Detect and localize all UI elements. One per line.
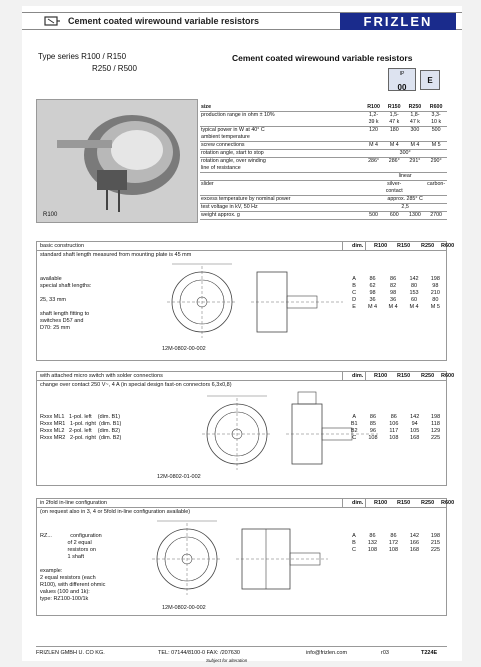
section-text-line: of 2 equal (40, 540, 92, 546)
dim-column-header: R100 (374, 500, 388, 506)
dimension-row (346, 414, 446, 421)
spec-label: production range in ohm ± 10% (200, 112, 363, 127)
dimension-row (346, 283, 446, 290)
dimension-label: D (352, 297, 357, 303)
dimension-value: 198 (430, 533, 441, 539)
section-text-line (40, 290, 91, 297)
section-text-line: Rxxx MR2 2-pol. right (dim. B2) (40, 435, 122, 441)
dimension-value: 96 (369, 428, 377, 434)
section-text-line: shaft length fitting to (40, 311, 90, 317)
spec-value: 3,3- 10 k (425, 112, 447, 127)
dimension-value: 108 (368, 435, 378, 441)
dimension-value: 132 (367, 540, 378, 546)
section-title: with attached micro switch with solder connections (40, 373, 163, 379)
spec-value: 120 (363, 127, 384, 142)
type-series-line2: R250 / R500 (92, 64, 137, 73)
dim-column-header: dim. (352, 373, 364, 379)
dimension-value: 98 (369, 290, 376, 296)
dimension-value: 105 (410, 428, 420, 434)
dimension-table (346, 276, 446, 311)
dimension-value: 142 (409, 533, 420, 539)
dimension-value: 86 (390, 533, 397, 539)
dimension-value: 118 (431, 421, 440, 427)
spec-value: 1,2- 39 k (363, 112, 384, 127)
spec-row (200, 204, 447, 212)
dim-column-header: R600 (441, 500, 455, 506)
dimension-row (346, 547, 446, 554)
section-title: in 2fold in-line configuration (40, 500, 107, 506)
dimension-value: 98 (432, 283, 439, 289)
dimension-value: 80 (410, 283, 418, 289)
column-divider (342, 499, 343, 508)
dimension-value: 215 (430, 540, 441, 546)
section-text-line: RZ... configuration (40, 533, 102, 539)
drawing-code: 12M-0802-01-002 (157, 474, 201, 480)
dimension-value: 86 (390, 276, 397, 282)
footer-doc-number: T224E (421, 650, 438, 656)
dim-column-header: dim. (352, 500, 364, 506)
footer-email[interactable]: info@frizlen.com (306, 650, 348, 656)
dimension-value: 60 (410, 297, 418, 303)
dimension-value: 94 (411, 421, 418, 427)
footer-company: FRIZLEN GMBH U. CO KG. (36, 650, 105, 656)
spec-label: rotation angle, over winding line of resistance (200, 158, 363, 173)
drawing-area (147, 258, 347, 351)
section-2fold-configuration (36, 498, 455, 616)
spec-value: 1,8- 47 k (405, 112, 426, 127)
spec-row (200, 127, 447, 142)
dim-column-header: R600 (441, 373, 455, 379)
drawing-code: 12M-0802-00-002 (162, 605, 206, 611)
spec-label: screw connections (200, 142, 363, 150)
dimension-label: B (352, 283, 356, 289)
dimension-value: 172 (388, 540, 399, 546)
spec-row (200, 196, 447, 204)
dimension-label: A (352, 414, 357, 420)
dimension-value: 106 (389, 421, 399, 427)
dim-column-header: R100 (374, 243, 388, 249)
section-text-line: Rxxx ML1 1-pol. left (dim. B1) (40, 414, 121, 420)
spec-label: slider (200, 181, 363, 196)
dimension-value: 142 (409, 276, 419, 282)
dimension-label: E (352, 304, 356, 310)
spec-header-cell: R100 (363, 104, 384, 112)
dimension-value: 108 (367, 547, 378, 553)
spec-value: 300° (363, 150, 447, 158)
spec-value: M 4 (363, 142, 384, 150)
dim-column-header: R150 (397, 500, 411, 506)
section-text-line: type: RZ100-100/1k (40, 596, 89, 602)
technical-drawing (147, 258, 347, 346)
drawing-code: 12M-0802-00-002 (162, 346, 206, 352)
spec-value: approx. 285° C (363, 196, 447, 204)
dimension-row (346, 297, 446, 304)
section-text-line: special shaft lengths: (40, 283, 92, 289)
spec-row (200, 181, 447, 196)
dimension-value: 108 (388, 547, 399, 553)
dimension-row (346, 428, 446, 435)
spec-value: 1,5- 47 k (384, 112, 405, 127)
dimension-row (346, 435, 446, 442)
spec-row (200, 212, 447, 220)
technical-drawing (132, 515, 332, 603)
spec-header-cell: R600 (425, 104, 447, 112)
footer (36, 646, 447, 663)
dimension-table (346, 414, 446, 442)
spec-header-row (200, 104, 447, 112)
dim-column-header: R250 (421, 243, 435, 249)
section-text-line: 1 shaft (40, 554, 85, 560)
dimension-row (346, 421, 446, 428)
section-left-text (40, 414, 121, 442)
dimension-row (346, 290, 446, 297)
spec-row (200, 150, 447, 158)
product-heading: Cement coated wirewound variable resistors (232, 53, 413, 63)
section-micro-switch (36, 371, 455, 486)
spec-header-cell: R250 (405, 104, 426, 112)
brand-logo: FRIZLEN (340, 13, 456, 30)
resistor-photo-illustration (37, 100, 197, 222)
spec-value: linear (363, 173, 447, 181)
dimension-table (346, 533, 446, 554)
dimension-value: 98 (390, 290, 397, 296)
section-text-line: values (100 and 1k): (40, 589, 90, 595)
section-text-line: D70: 25 mm (40, 325, 70, 331)
dimension-value: 80 (432, 297, 439, 303)
dimension-label: B1 (350, 421, 358, 427)
spec-row (200, 142, 447, 150)
dimension-row (346, 304, 446, 311)
dimension-value: M 4 (367, 304, 378, 310)
dimension-value: M 4 (388, 304, 398, 310)
dim-column-header: R600 (441, 243, 455, 249)
spec-value: 180 (384, 127, 405, 142)
spec-row (200, 112, 447, 127)
section-text-line: resistors on (40, 547, 96, 553)
dimension-label: C (351, 547, 356, 553)
dimension-value: 198 (430, 276, 440, 282)
section-text-line: Rxxx ML2 2-pol. left (dim. B2) (40, 428, 121, 434)
dimension-value: 62 (369, 283, 376, 289)
section-left-text (40, 276, 91, 332)
footer-revision: r03 (381, 650, 389, 656)
dimension-value: 225 (430, 435, 441, 441)
dimension-label: B (352, 540, 356, 546)
section-text-line: Rxxx MR1 1-pol. right (dim. B1) (40, 421, 122, 427)
dimension-value: 168 (409, 547, 420, 553)
section-text-line: 2 equal resistors (each (40, 575, 96, 581)
dim-column-header: R250 (421, 500, 435, 506)
section-basic-construction (36, 241, 455, 361)
column-divider (365, 499, 366, 508)
dimension-label: B2 (350, 428, 358, 434)
datasheet-page (22, 6, 462, 661)
section-text-line (40, 561, 105, 568)
dimension-value: 168 (410, 435, 420, 441)
dimension-value: 108 (389, 435, 399, 441)
section-title: basic construction (40, 243, 85, 249)
ip-value: 00 (397, 83, 407, 92)
spec-value: 286° (363, 158, 384, 173)
dimension-value: 85 (369, 421, 377, 427)
section-text-line: switches D57 and (40, 318, 84, 324)
dimension-row (346, 540, 446, 547)
spec-value: carbon- (425, 181, 447, 196)
ip-rating-badge (388, 68, 416, 91)
dimension-value: 225 (430, 547, 441, 553)
spec-value: 291° (405, 158, 426, 173)
section-text-line (40, 304, 91, 311)
dimension-label: A (352, 276, 356, 282)
section-subtitle: standard shaft length measured from mounting plate is 45 mm (40, 252, 192, 258)
dimension-label: A (352, 533, 356, 539)
spec-value: 600 (384, 212, 405, 220)
dimension-value: 36 (390, 297, 397, 303)
dimension-label: C (352, 435, 357, 441)
header-title: Cement coated wirewound variable resistors (68, 16, 260, 26)
spec-value: 2700 (425, 212, 447, 220)
dimension-row (346, 276, 446, 283)
product-photo (36, 99, 198, 223)
dimension-value: 142 (410, 414, 420, 420)
ip-label: IP (399, 71, 405, 77)
spec-row (200, 158, 447, 173)
spec-value: M 4 (405, 142, 426, 150)
section-subtitle: (on request also in 3, 4 or 5fold in-line configuration available) (40, 509, 191, 515)
spec-value: 286° (384, 158, 405, 173)
dimension-value: 36 (369, 297, 376, 303)
section-subtitle: change over contact 250 V~, 4 A (in special design fast-on connectors 6,3x0,8) (40, 382, 232, 388)
dim-column-header: R150 (397, 373, 411, 379)
spec-value: M 5 (425, 142, 447, 150)
dimension-value: 129 (430, 428, 441, 434)
dim-column-header: R250 (421, 373, 435, 379)
section-text-line: 25, 33 mm (40, 297, 66, 303)
spec-label: weight approx. g (200, 212, 363, 220)
footer-phone: TEL: 07144/8100-0 FAX: /207630 (158, 650, 240, 656)
spec-row (200, 173, 447, 181)
spec-label (200, 173, 363, 181)
spec-value: silver- contact (363, 181, 425, 196)
drawing-area (132, 515, 332, 608)
section-left-text (40, 533, 105, 603)
spec-label: rotation angle, start to stop (200, 150, 363, 158)
top-bar (22, 12, 462, 30)
dimension-value: 86 (369, 533, 376, 539)
dimension-value: M 5 (430, 304, 440, 310)
spec-value: 290° (425, 158, 447, 173)
dimension-value: 86 (369, 276, 376, 282)
section-text-line: example: (40, 568, 63, 574)
spec-label: excess temperature by nominal power (200, 196, 363, 204)
spec-value: 1300 (405, 212, 426, 220)
spec-label: typical power in W at 40° C ambient temperature (200, 127, 363, 142)
dim-column-header: dim. (352, 243, 364, 249)
dimension-value: 86 (369, 414, 377, 420)
dimension-value: 117 (389, 428, 399, 434)
column-divider (342, 242, 343, 251)
dimension-label: C (352, 290, 357, 296)
dimension-value: 166 (409, 540, 420, 546)
dimension-value: 198 (430, 414, 441, 420)
spec-value: 500 (363, 212, 384, 220)
spec-value: 500 (425, 127, 447, 142)
spec-value: M 4 (384, 142, 405, 150)
dimension-value: 82 (390, 283, 397, 289)
spec-table (200, 104, 447, 220)
e-badge: E (420, 70, 440, 90)
photo-label: R100 (43, 212, 58, 218)
dim-column-header: R150 (397, 243, 411, 249)
dimension-value: 86 (390, 414, 397, 420)
type-series-line1: Type series R100 / R150 (38, 52, 127, 61)
spec-label: test voltage in kV, 50 Hz (200, 204, 363, 212)
resistor-logo-icon (44, 15, 60, 27)
section-text-line: R100), with different ohmic (40, 582, 106, 588)
spec-value: 2,5 (363, 204, 447, 212)
spec-header-cell: size (200, 104, 363, 112)
spec-header-cell: R150 (384, 104, 405, 112)
footer-note: Subject for alteration (206, 658, 248, 663)
section-text-line: available (40, 276, 62, 282)
column-divider (365, 242, 366, 251)
dimension-value: 210 (430, 290, 440, 296)
dimension-value: M 4 (409, 304, 419, 310)
column-divider (365, 372, 366, 381)
dim-column-header: R100 (374, 373, 388, 379)
dimension-value: 153 (409, 290, 419, 296)
spec-value: 300 (405, 127, 426, 142)
dimension-row (346, 533, 446, 540)
column-divider (342, 372, 343, 381)
